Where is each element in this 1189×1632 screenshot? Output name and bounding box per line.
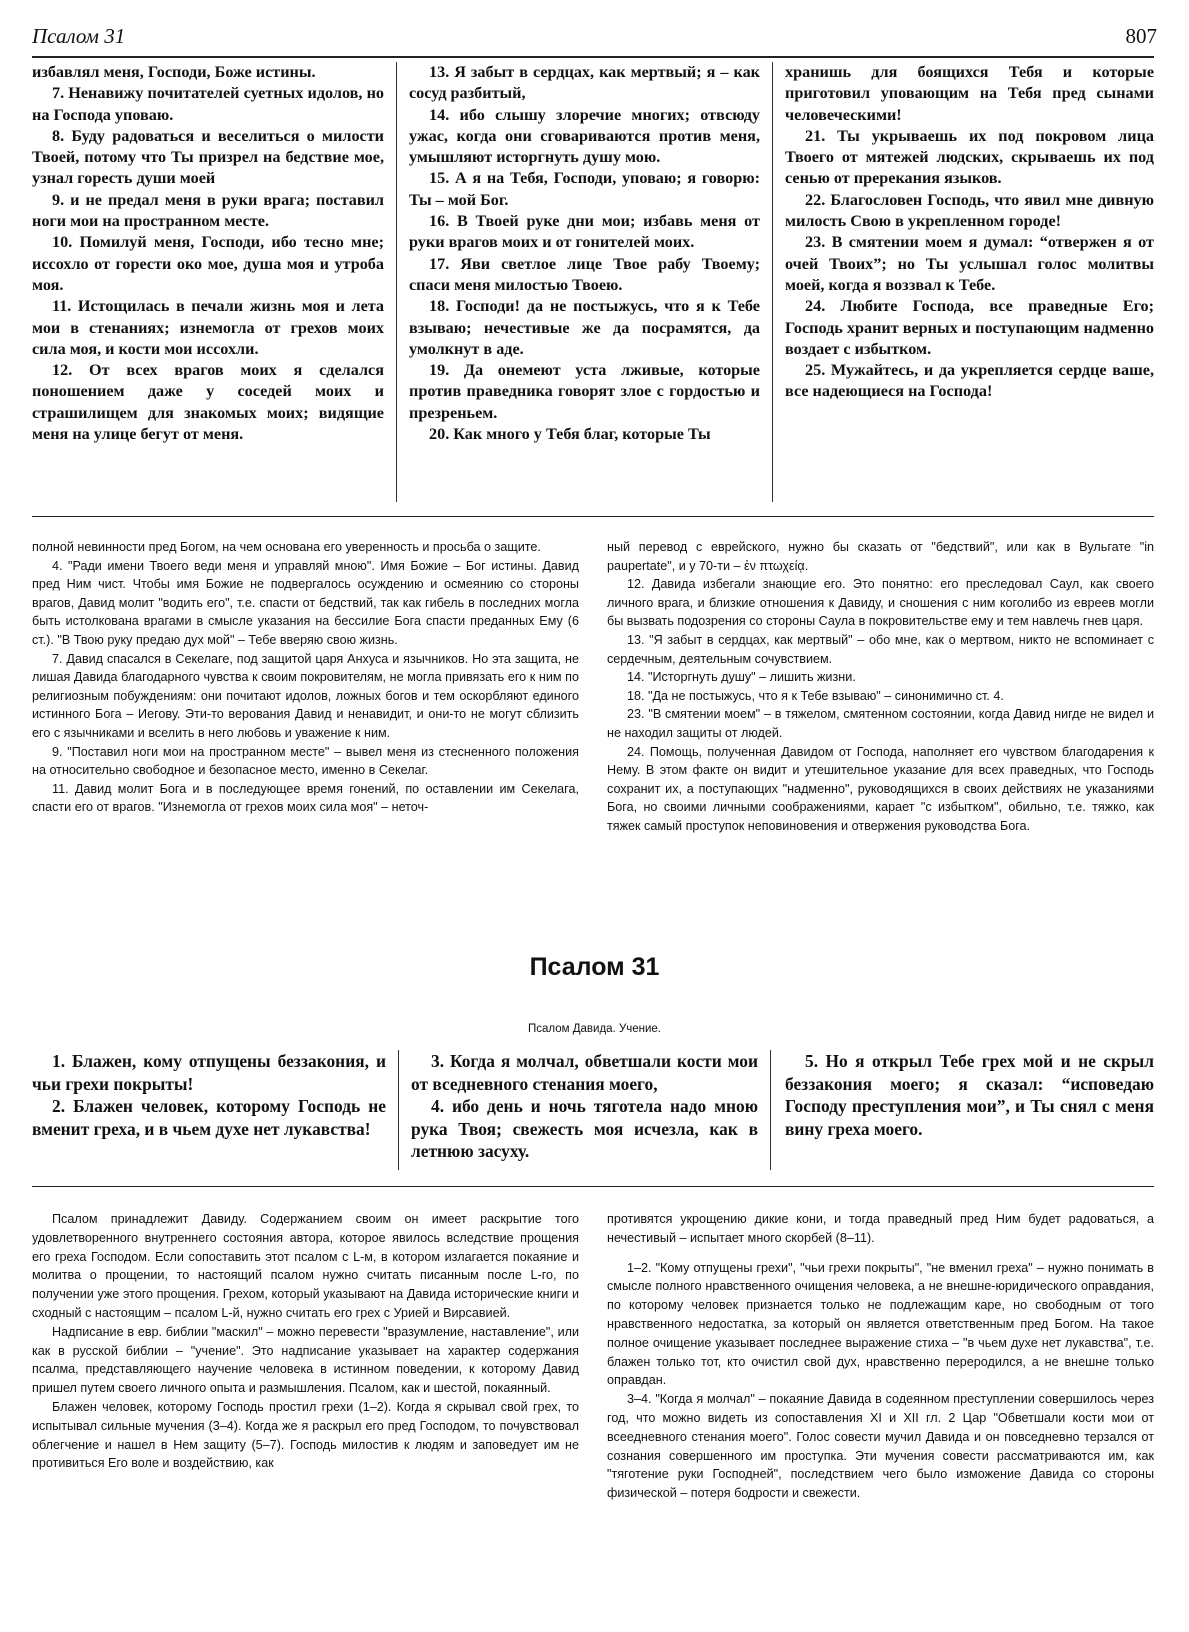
verse-paragraph: 4. ибо день и ночь тяготела надо мною рука Твоя; свежесть моя исчезла, как в летнюю засуху.: [411, 1096, 758, 1162]
commentary-paragraph: полной невинности пред Богом, на чем основана его уверенность и просьба о защите.: [32, 540, 541, 554]
commentary-bottom-column-1: [32, 1210, 593, 1622]
verses-top-column-1: [32, 62, 396, 502]
verse-paragraph: 11. Истощилась в печали жизнь моя и лета мои в стенаниях; изнемогла от грехов моих сила моя, и кости мои иссохли.: [32, 297, 384, 358]
commentary-paragraph: 14. "Исторгнуть душу" – лишить жизни.: [627, 670, 856, 685]
verse-paragraph: 17. Яви светлое лице Твое рабу Твоему; спаси меня милостью Твоею.: [409, 254, 760, 294]
commentary-top-column-2: [593, 538, 1154, 910]
commentary-paragraph: Блажен человек, которому Господь простил грехи (1–2). Когда я скрывал свой грех, то испытывал сильные мучения (3–4). Когда же я раскрыл его пред Господом, то почувствовал облегчение и нашел в Нем защиту (5–7). Господь милостив к людям и заповедует им не противиться Его воле и воздействию, как: [32, 1399, 579, 1471]
verses-bottom-column-1: [32, 1050, 398, 1170]
verses-bottom: [32, 1050, 1154, 1170]
commentary-paragraph: Надписание в евр. библии "маскил" – можно перевести "вразумление, наставление", или как в русской библии – "учение". Это надписание указывает на характер содержания псалма, представляющего научение человека в истинном поведении, к которому Давид пришел путем своего личного опыта и размышления. Псалом, как и шестой, покаянный.: [32, 1324, 579, 1396]
running-head: [32, 18, 1157, 48]
verse-paragraph: хранишь для боящихся Тебя и которые приготовил уповающим на Тебя пред сынами человеческими!: [785, 63, 1154, 124]
commentary-paragraph: противятся укрощению дикие кони, и тогда праведный пред Ним будет радоваться, а нечестивый – испытает много скорбей (8–11).: [607, 1212, 1154, 1245]
verse-paragraph: 24. Любите Господа, все праведные Его; Господь хранит верных и поступающим надменно воздает с избытком.: [785, 297, 1154, 358]
commentary-top-column-1: [32, 538, 593, 910]
commentary-paragraph: 3–4. "Когда я молчал" – покаяние Давида в содеянном преступлении совершилось через год, что можно видеть из сопоставления XI и XII гл. 2 Цар "Обветшали кости мои от всеедневного стенания моего". Голос совести мучил Давида и он повседневно терзался от сознания совершенного им проступка. Эти мучения совести рассматриваются им, как "тяготение руки Господней", последствием чего было изможение Давида со стороны физической – потеря бодрости и свежести.: [607, 1392, 1154, 1501]
psalm-subtitle: Псалом Давида. Учение.: [527, 1023, 662, 1035]
commentary-paragraph: 9. "Поставил ноги мои на пространном месте" – вывел меня из стесненного положения на относительно свободное и безопасное место, именно в Секелаг.: [32, 744, 579, 778]
verses-top-column-2: [396, 62, 772, 502]
verse-paragraph: 9. и не предал меня в руки врага; поставил ноги мои на пространном месте.: [32, 190, 384, 231]
verse-paragraph: 16. В Твоей руке дни мои; избавь меня от руки врагов моих и от гонителей моих.: [409, 212, 760, 252]
commentary-paragraph: 24. Помощь, полученная Давидом от Господа, наполняет его чувством благодарения к Нему. В этом факте он видит и утешительное указание для всех праведных, что Господь сохранит их, а поступающих "надменно", руководящихся в своих действиях не указаниями Бога, но своими личными соображениями, карает "с избытком", обильно, т.е. тяжко, как тяжек самый проступок неповиновения и отвержения руководства Бога.: [607, 744, 1154, 833]
verse-paragraph: 14. ибо слышу злоречие многих; отвсюду ужас, когда они сговариваются против меня, умышляют исторгнуть душу мою.: [409, 105, 760, 167]
verse-paragraph: 20. Как много у Тебя благ, которые Ты: [429, 425, 711, 444]
verse-paragraph: 22. Благословен Господь, что явил мне дивную милость Свою в укрепленном городе!: [785, 190, 1154, 231]
commentary-paragraph: 4. "Ради имени Твоего веди меня и управляй мною". Имя Божие – Бог истины. Давид пред Ним чист. Чтобы имя Божие не подвергалось осуждению и осмеянию со стороны врагов, Давид молит "водить его", т.е. спасти от бедствий, так как гибель в последних могла быть истолкована врагами в смысле указания на бессилие Бога спасти преданных Ему (6 ст.). "В Твою руку предаю дух мой" – Тебе вверяю свою жизнь.: [32, 558, 579, 647]
commentary-paragraph: 1–2. "Кому отпущены грехи", "чьи грехи покрыты", "не вменил греха" – нужно понимать в смысле полного нравственного очищения человека, а не внешне-юридического оправдания, по которому человек признается только не подлежащим каре, но свободным от того нравственного недостатка, за который он является ответственным пред Богом. На такое полное очищение указывает последнее выражение стиха – "в чьем духе нет лукавства", т.е. блажен только тот, кто очистил свой дух, нравственно переродился, а не внешне только оправдан.: [607, 1260, 1154, 1388]
commentary-paragraph: 11. Давид молит Бога и в последующее время гонений, по оставлении им Секелага, спасти его от врагов. "Изнемогла от грехов моих сила моя" – неточ-: [32, 781, 579, 815]
page-number: 807: [1125, 24, 1157, 48]
verse-paragraph: 23. В смятении моем я думал: “отвержен я от очей Твоих”; но Ты услышал голос молитвы моей, когда я воззвал к Тебе.: [785, 233, 1154, 294]
verse-paragraph: 3. Когда я молчал, обветшали кости мои от вседневного стенания моего,: [411, 1051, 758, 1094]
commentary-bottom-column-2: [593, 1210, 1154, 1622]
commentary-paragraph: 7. Давид спасался в Секелаге, под защитой царя Анхуса и язычников. Но эта защита, не лишая Давида благодарного чувства к своим покровителям, не могла привязать его к ним по религиозным побуждениям: они почитают идолов, ложных богов и тем оскорбляют единого истинного Бога – Иегову. Эти-то верования Давид и ненавидит, и они-то не могут сблизить его с язычниками и вселить в него любовь и уважение к ним.: [32, 651, 579, 740]
verses-bottom-column-2: [398, 1050, 770, 1170]
commentary-paragraph: 23. "В смятении моем" – в тяжелом, смятенном состоянии, когда Давид нигде не видел и не находил защиты от людей.: [607, 707, 1154, 740]
psalm-title: Псалом 31: [529, 953, 660, 981]
verse-paragraph: избавлял меня, Господи, Боже истины.: [32, 63, 316, 81]
commentary-paragraph: 13. "Я забыт в сердцах, как мертвый" – обо мне, как о мертвом, никто не вспоминает с сердечным, деятельным сочувствием.: [607, 632, 1154, 666]
verse-paragraph: 10. Помилуй меня, Господи, ибо тесно мне; иссохло от горести око мое, душа моя и утроба моя.: [32, 233, 384, 294]
verses-bottom-column-3: [770, 1050, 1154, 1170]
verse-paragraph: 21. Ты укрываешь их под покровом лица Твоего от мятежей людских, скрываешь их под сенью от пререкания языков.: [785, 126, 1154, 188]
verse-paragraph: 2. Блажен человек, которому Господь не вменит греха, и в чьем духе нет лукавства!: [32, 1096, 386, 1139]
verse-paragraph: 5. Но я открыл Тебе грех мой и не скрыл беззакония моего; я сказал: “исповедаю Господу преступления мои”, и Ты снял с меня вину греха моего.: [785, 1051, 1154, 1139]
commentary-top: [32, 538, 1154, 910]
commentary-paragraph: 18. "Да не постыжусь, что я к Тебе взываю" – синонимично ст. 4.: [627, 688, 1004, 703]
verse-paragraph: 18. Господи! да не постыжусь, что я к Тебе взываю; нечестивые же да посрамятся, да умолкнут в аде.: [409, 297, 760, 358]
verse-paragraph: 15. А я на Тебя, Господи, уповаю; я говорю: Ты – мой Бог.: [409, 169, 760, 209]
commentary-paragraph: ный перевод с еврейского, нужно бы сказать от "бедствий", или как в Вульгате "in paupertate", и у 70-ти – ἐν πτωχείᾳ.: [607, 540, 1154, 573]
verses-top-column-3: [772, 62, 1154, 502]
verse-paragraph: 8. Буду радоваться и веселиться о милости Твоей, потому что Ты призрел на бедствие мое, узнал горесть души моей: [32, 126, 384, 188]
verse-paragraph: 7. Ненавижу почитателей суетных идолов, но на Господа уповаю.: [32, 84, 384, 124]
verse-paragraph: 25. Мужайтесь, и да укрепляется сердце ваше, все надеющиеся на Господа!: [785, 361, 1154, 401]
commentary-paragraph: Псалом принадлежит Давиду. Содержанием своим он имеет раскрытие того удовлетворенного внутреннего состояния автора, которое явилось вследствие прощения его греха Господом. Если сопоставить этот псалом с L-м, в котором излагается покаяние и молитва о прощении, то настоящий псалом нужно считать писанным после L-го, по получении уже этого прощения. Грехом, который указывают на Давида исторические книги и сходный с настоящим – псалом L-й, нужно считать его грех с Урией и Вирсавией.: [32, 1212, 579, 1320]
commentary-paragraph: 12. Давида избегали знающие его. Это понятно: его преследовал Саул, как своего личного врага, и близкие отношения к Давиду, и сношения с ним коголибо из евреев могли бы вызвать подозрения со стороны Саула в покровительстве ему и тем навлечь гнев царя.: [607, 577, 1154, 629]
running-title: Псалом 31: [32, 24, 126, 48]
verse-paragraph: 19. Да онемеют уста лживые, которые против праведника говорят злое с гордостью и презреньем.: [409, 361, 760, 422]
verse-paragraph: 13. Я забыт в сердцах, как мертвый; я – как сосуд разбитый,: [409, 63, 760, 103]
header-rule: [32, 56, 1154, 58]
commentary-bottom: [32, 1210, 1154, 1622]
verse-paragraph: 12. От всех врагов моих я сделался поношением даже у соседей моих и страшилищем для знакомых моих; видящие меня на улице бегут от меня.: [32, 361, 384, 444]
verse-paragraph: 1. Блажен, кому отпущены беззакония, и чьи грехи покрыты!: [32, 1051, 386, 1094]
section-divider: [32, 516, 1154, 517]
verses-top: [32, 62, 1154, 502]
section-divider: [32, 1186, 1154, 1187]
